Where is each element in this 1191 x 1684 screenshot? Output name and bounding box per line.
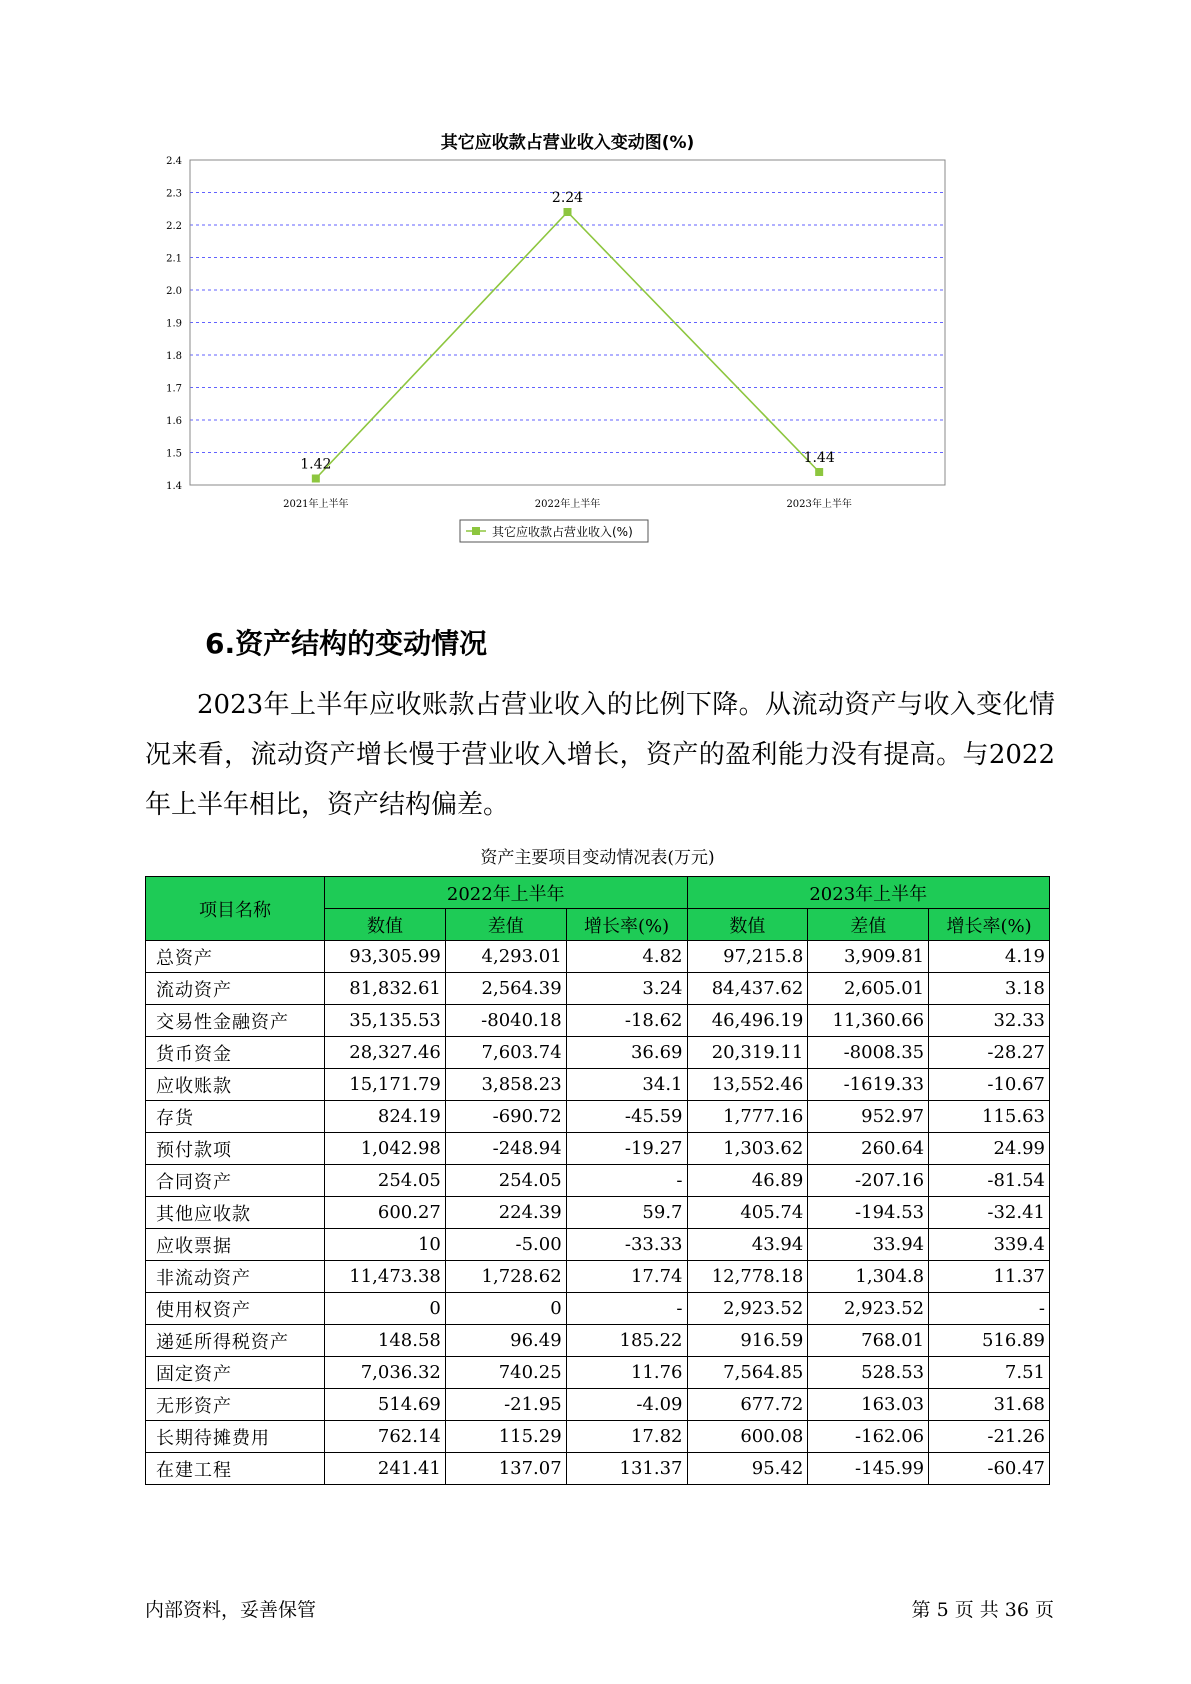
value-cell: 2,564.39 xyxy=(445,973,566,1005)
value-cell: 2,605.01 xyxy=(808,973,929,1005)
row-label-cell: 其他应收款 xyxy=(146,1197,325,1229)
header-difference: 差值 xyxy=(808,909,929,941)
row-label-cell: 存货 xyxy=(146,1101,325,1133)
y-tick-label: 2.0 xyxy=(166,286,182,297)
value-cell: - xyxy=(566,1165,687,1197)
table-header-row-1 xyxy=(146,877,1050,909)
footer-confidential-note: 内部资料，妥善保管 xyxy=(145,1599,317,1621)
value-cell: 115.29 xyxy=(445,1421,566,1453)
value-cell: 254.05 xyxy=(325,1165,446,1197)
value-cell: 3.24 xyxy=(566,973,687,1005)
row-label-cell: 合同资产 xyxy=(146,1165,325,1197)
value-cell: 1,042.98 xyxy=(325,1133,446,1165)
value-cell: -32.41 xyxy=(929,1197,1050,1229)
value-cell: -4.09 xyxy=(566,1389,687,1421)
y-tick-label: 2.4 xyxy=(166,156,182,167)
value-cell: -19.27 xyxy=(566,1133,687,1165)
value-cell: 7.51 xyxy=(929,1357,1050,1389)
table-row xyxy=(146,1357,1050,1389)
other-receivables-chart xyxy=(150,130,1030,590)
row-label-cell: 应收账款 xyxy=(146,1069,325,1101)
value-cell: 740.25 xyxy=(445,1357,566,1389)
row-label-cell: 在建工程 xyxy=(146,1453,325,1485)
value-cell: -18.62 xyxy=(566,1005,687,1037)
table-row xyxy=(146,1133,1050,1165)
table-row xyxy=(146,1005,1050,1037)
value-cell: 1,303.62 xyxy=(687,1133,808,1165)
y-tick-label: 1.9 xyxy=(166,318,182,330)
value-cell: 600.08 xyxy=(687,1421,808,1453)
value-cell: 254.05 xyxy=(445,1165,566,1197)
value-cell: 4.82 xyxy=(566,941,687,973)
header-growth-rate: 增长率(%) xyxy=(929,909,1050,941)
value-cell: 97,215.8 xyxy=(687,941,808,973)
value-cell: -21.95 xyxy=(445,1389,566,1421)
value-cell: 96.49 xyxy=(445,1325,566,1357)
legend-entry-label: 其它应收款占营业收入(%) xyxy=(492,525,633,539)
value-cell: -248.94 xyxy=(445,1133,566,1165)
value-cell: 185.22 xyxy=(566,1325,687,1357)
value-cell: 11.37 xyxy=(929,1261,1050,1293)
chart-title: 其它应收款占营业收入变动图(%) xyxy=(440,133,695,153)
x-tick-label: 2022年上半年 xyxy=(534,499,601,510)
row-label-cell: 无形资产 xyxy=(146,1389,325,1421)
value-cell: 600.27 xyxy=(325,1197,446,1229)
table-row xyxy=(146,1197,1050,1229)
data-point-marker xyxy=(564,208,572,216)
header-value: 数值 xyxy=(325,909,446,941)
value-cell: -8008.35 xyxy=(808,1037,929,1069)
row-label-cell: 流动资产 xyxy=(146,973,325,1005)
value-cell: 137.07 xyxy=(445,1453,566,1485)
value-cell: 35,135.53 xyxy=(325,1005,446,1037)
value-cell: 4,293.01 xyxy=(445,941,566,973)
table-row xyxy=(146,1421,1050,1453)
row-label-cell: 预付款项 xyxy=(146,1133,325,1165)
value-cell: 241.41 xyxy=(325,1453,446,1485)
value-cell: -10.67 xyxy=(929,1069,1050,1101)
value-cell: -60.47 xyxy=(929,1453,1050,1485)
row-label-cell: 非流动资产 xyxy=(146,1261,325,1293)
value-cell: 59.7 xyxy=(566,1197,687,1229)
value-cell: -21.26 xyxy=(929,1421,1050,1453)
value-cell: 2,923.52 xyxy=(808,1293,929,1325)
value-cell: 15,171.79 xyxy=(325,1069,446,1101)
value-cell: 11,360.66 xyxy=(808,1005,929,1037)
table-row xyxy=(146,1389,1050,1421)
value-cell: 0 xyxy=(325,1293,446,1325)
value-cell: -33.33 xyxy=(566,1229,687,1261)
value-cell: 163.03 xyxy=(808,1389,929,1421)
table-caption: 资产主要项目变动情况表(万元) xyxy=(480,848,715,868)
value-cell: 46,496.19 xyxy=(687,1005,808,1037)
value-cell: -8040.18 xyxy=(445,1005,566,1037)
series-line xyxy=(316,212,819,479)
value-cell: 28,327.46 xyxy=(325,1037,446,1069)
value-cell: 1,777.16 xyxy=(687,1101,808,1133)
value-cell: -162.06 xyxy=(808,1421,929,1453)
section-heading: 6.资产结构的变动情况 xyxy=(205,627,488,660)
table-row xyxy=(146,973,1050,1005)
data-label: 2.24 xyxy=(551,190,584,206)
value-cell: 84,437.62 xyxy=(687,973,808,1005)
value-cell: 95.42 xyxy=(687,1453,808,1485)
y-tick-label: 2.3 xyxy=(166,188,182,200)
value-cell: 32.33 xyxy=(929,1005,1050,1037)
value-cell: 33.94 xyxy=(808,1229,929,1261)
row-label-cell: 货币资金 xyxy=(146,1037,325,1069)
y-tick-label: 1.4 xyxy=(166,481,182,492)
value-cell: - xyxy=(929,1293,1050,1325)
value-cell: 17.74 xyxy=(566,1261,687,1293)
header-item-name: 项目名称 xyxy=(146,877,325,941)
value-cell: 224.39 xyxy=(445,1197,566,1229)
value-cell: 13,552.46 xyxy=(687,1069,808,1101)
table-row xyxy=(146,1165,1050,1197)
header-value: 数值 xyxy=(687,909,808,941)
table-row xyxy=(146,1293,1050,1325)
value-cell: 405.74 xyxy=(687,1197,808,1229)
value-cell: 148.58 xyxy=(325,1325,446,1357)
table-row xyxy=(146,1229,1050,1261)
value-cell: 81,832.61 xyxy=(325,973,446,1005)
value-cell: 3.18 xyxy=(929,973,1050,1005)
value-cell: 762.14 xyxy=(325,1421,446,1453)
y-tick-label: 2.2 xyxy=(166,221,182,232)
value-cell: -207.16 xyxy=(808,1165,929,1197)
value-cell: -5.00 xyxy=(445,1229,566,1261)
value-cell: -81.54 xyxy=(929,1165,1050,1197)
value-cell: 2,923.52 xyxy=(687,1293,808,1325)
assets-change-table xyxy=(145,876,1050,1485)
value-cell: 7,036.32 xyxy=(325,1357,446,1389)
value-cell: 11,473.38 xyxy=(325,1261,446,1293)
table-row xyxy=(146,1453,1050,1485)
value-cell: 339.4 xyxy=(929,1229,1050,1261)
row-label-cell: 长期待摊费用 xyxy=(146,1421,325,1453)
value-cell: 34.1 xyxy=(566,1069,687,1101)
value-cell: 24.99 xyxy=(929,1133,1050,1165)
value-cell: 43.94 xyxy=(687,1229,808,1261)
header-growth-rate: 增长率(%) xyxy=(566,909,687,941)
row-label-cell: 递延所得税资产 xyxy=(146,1325,325,1357)
value-cell: 1,304.8 xyxy=(808,1261,929,1293)
value-cell: 916.59 xyxy=(687,1325,808,1357)
y-tick-label: 1.6 xyxy=(166,416,182,427)
data-point-marker xyxy=(815,468,823,476)
header-period-2022: 2022年上半年 xyxy=(325,877,687,909)
value-cell: -1619.33 xyxy=(808,1069,929,1101)
value-cell: - xyxy=(566,1293,687,1325)
table-body xyxy=(146,941,1050,1485)
value-cell: 93,305.99 xyxy=(325,941,446,973)
value-cell: 0 xyxy=(445,1293,566,1325)
row-label-cell: 总资产 xyxy=(146,941,325,973)
value-cell: 7,564.85 xyxy=(687,1357,808,1389)
table-row xyxy=(146,1069,1050,1101)
data-point-marker xyxy=(312,475,320,483)
value-cell: 12,778.18 xyxy=(687,1261,808,1293)
y-tick-label: 1.5 xyxy=(166,448,182,460)
value-cell: 46.89 xyxy=(687,1165,808,1197)
data-label: 1.42 xyxy=(300,456,332,473)
row-label-cell: 应收票据 xyxy=(146,1229,325,1261)
value-cell: 20,319.11 xyxy=(687,1037,808,1069)
value-cell: 4.19 xyxy=(929,941,1050,973)
value-cell: 514.69 xyxy=(325,1389,446,1421)
header-difference: 差值 xyxy=(445,909,566,941)
footer-page-number: 第 5 页 共 36 页 xyxy=(911,1599,1054,1621)
value-cell: 7,603.74 xyxy=(445,1037,566,1069)
value-cell: 952.97 xyxy=(808,1101,929,1133)
x-tick-label: 2021年上半年 xyxy=(283,499,349,510)
value-cell: 677.72 xyxy=(687,1389,808,1421)
row-label-cell: 固定资产 xyxy=(146,1357,325,1389)
line-chart-svg xyxy=(150,130,1030,590)
x-tick-label: 2023年上半年 xyxy=(786,499,852,510)
table-row xyxy=(146,1261,1050,1293)
value-cell: -45.59 xyxy=(566,1101,687,1133)
value-cell: 115.63 xyxy=(929,1101,1050,1133)
value-cell: 260.64 xyxy=(808,1133,929,1165)
table-row xyxy=(146,1037,1050,1069)
value-cell: 10 xyxy=(325,1229,446,1261)
value-cell: 31.68 xyxy=(929,1389,1050,1421)
value-cell: 528.53 xyxy=(808,1357,929,1389)
value-cell: 824.19 xyxy=(325,1101,446,1133)
value-cell: 3,858.23 xyxy=(445,1069,566,1101)
table-row xyxy=(146,1101,1050,1133)
y-tick-label: 1.8 xyxy=(166,351,182,362)
value-cell: -145.99 xyxy=(808,1453,929,1485)
value-cell: 36.69 xyxy=(566,1037,687,1069)
y-tick-label: 1.7 xyxy=(166,383,182,395)
section-paragraph: 2023年上半年应收账款占营业收入的比例下降。从流动资产与收入变化情况来看，流动资产增长慢于营业收入增长，资产的盈利能力没有提高。与2022年上半年相比，资产结构偏差。 xyxy=(145,690,1055,820)
data-label: 1.44 xyxy=(803,450,835,466)
row-label-cell: 使用权资产 xyxy=(146,1293,325,1325)
value-cell: -28.27 xyxy=(929,1037,1050,1069)
value-cell: -194.53 xyxy=(808,1197,929,1229)
legend-marker-swatch xyxy=(472,527,480,535)
row-label-cell: 交易性金融资产 xyxy=(146,1005,325,1037)
table-row xyxy=(146,1325,1050,1357)
table-row xyxy=(146,941,1050,973)
value-cell: 3,909.81 xyxy=(808,941,929,973)
value-cell: 131.37 xyxy=(566,1453,687,1485)
y-tick-label: 2.1 xyxy=(166,253,182,265)
header-period-2023: 2023年上半年 xyxy=(687,877,1050,909)
value-cell: 768.01 xyxy=(808,1325,929,1357)
value-cell: -690.72 xyxy=(445,1101,566,1133)
value-cell: 11.76 xyxy=(566,1357,687,1389)
value-cell: 17.82 xyxy=(566,1421,687,1453)
value-cell: 516.89 xyxy=(929,1325,1050,1357)
value-cell: 1,728.62 xyxy=(445,1261,566,1293)
